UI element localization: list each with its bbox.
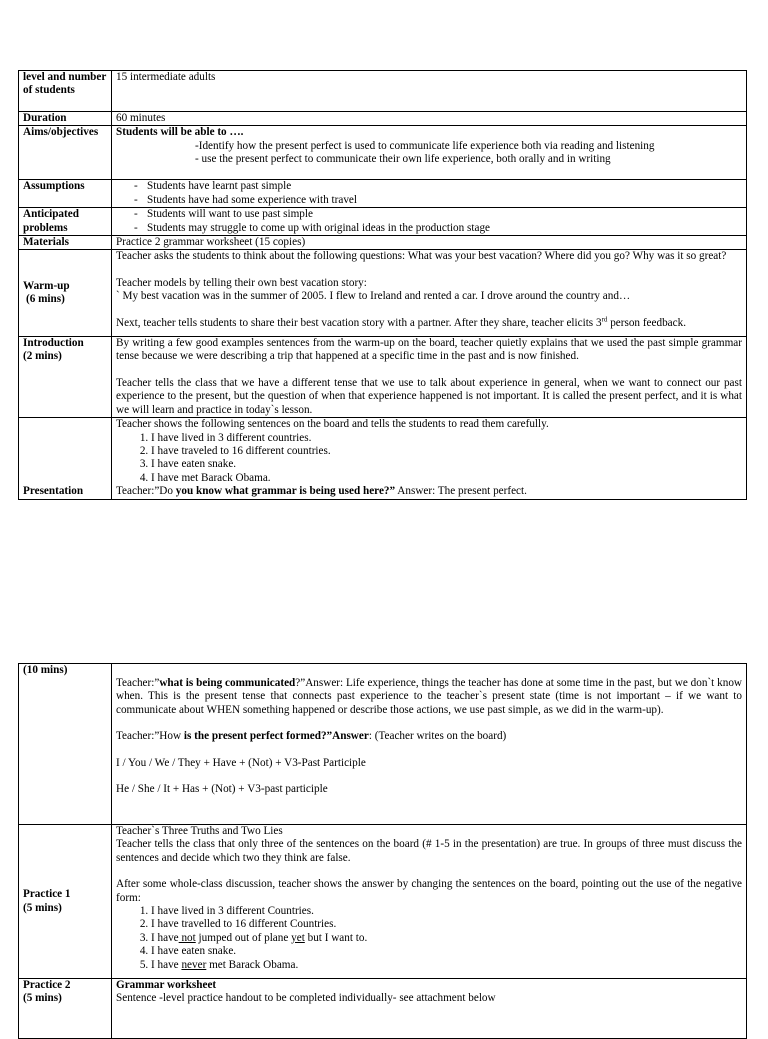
warmup-p3-end: person feedback. <box>607 316 686 329</box>
continued-p2-answer: : (Teacher writes on the board) <box>368 730 507 743</box>
row-problems <box>19 208 747 236</box>
assumptions-cell <box>112 180 747 208</box>
row-warmup <box>19 250 747 337</box>
continued-p1-bold: what is being communicated <box>159 677 296 689</box>
list-item: 1. I have lived in 3 different Countries. <box>151 905 742 918</box>
row-aims <box>19 126 747 180</box>
problems-label: Anticipated problems <box>19 208 112 236</box>
list-item: - Students will want to use past simple <box>134 208 742 221</box>
item-underlined: never <box>181 958 207 971</box>
list-item: 3. I have eaten snake. <box>151 458 742 471</box>
list-item: - Students have learnt past simple <box>134 180 742 193</box>
row-presentation <box>19 418 747 499</box>
continued-p1-text: Teacher:” <box>116 677 160 689</box>
warmup-p3-text: Next, teacher tells students to share their best vacation story with a partner. After they share, teacher elicits 3 <box>116 316 602 329</box>
practice2-label: Practice 2 <box>23 979 71 992</box>
warmup-cell <box>112 250 747 337</box>
row-level <box>19 71 747 112</box>
continued-label: (10 mins) <box>19 664 112 825</box>
row-practice2 <box>19 979 747 1039</box>
continued-cell <box>112 664 747 825</box>
level-label: level and number of students <box>19 71 112 112</box>
problems-list <box>116 208 742 235</box>
list-item: 2. I have travelled to 16 different Countries. <box>151 918 742 931</box>
row-practice1 <box>19 825 747 979</box>
list-item <box>151 959 742 972</box>
item-text: jumped out of plane <box>195 931 292 944</box>
row-materials <box>19 236 747 250</box>
row-assumptions <box>19 180 747 208</box>
warmup-p2b: ` My best vacation was in the summer of 2005. I flew to Ireland and rented a car. I drove around the country and… <box>116 290 631 303</box>
presentation-q-answer: Answer: The present perfect. <box>395 485 527 498</box>
intro-p1: By writing a few good examples sentences from the warm-up on the board, teacher quietly explains that we used the past simple grammar tense because we were describing a trip that happened at a specific time in the past and is now finished. <box>116 337 742 363</box>
formula-2: He / She / It + Has + (Not) + V3-past participle <box>116 783 328 796</box>
practice1-time: (5 mins) <box>23 901 62 914</box>
practice2-cell <box>112 979 747 1039</box>
presentation-q-text: Teacher:”Do <box>116 485 176 498</box>
practice1-p1: Teacher tells the class that only three of the sentences on the board (# 1-5 in the presentation) are true. In groups of three must discuss the sentences and decide which two they think are false. <box>116 838 742 864</box>
continued-p1 <box>116 677 742 717</box>
continued-p2 <box>116 730 742 743</box>
duration-label: Duration <box>19 112 112 126</box>
intro-label: Introduction <box>23 337 84 350</box>
duration-value: 60 minutes <box>112 112 747 126</box>
practice2-title: Grammar worksheet <box>116 979 217 992</box>
aims-label: Aims/objectives <box>19 126 112 180</box>
practice2-time: (5 mins) <box>23 992 62 1005</box>
presentation-p1: Teacher shows the following sentences on the board and tells the students to read them carefully. <box>116 418 549 431</box>
list-item <box>151 932 742 945</box>
materials-value: Practice 2 grammar worksheet (15 copies) <box>112 236 747 250</box>
warmup-time: (6 mins) <box>26 293 65 306</box>
practice1-list <box>116 905 742 972</box>
item-text: I have <box>151 958 182 971</box>
item-underlined: not <box>178 931 196 944</box>
practice2-text: Sentence -level practice handout to be completed individually- see attachment below <box>116 992 496 1005</box>
assumptions-list <box>116 180 742 207</box>
continued-p2-text: Teacher:”How <box>116 730 184 743</box>
warmup-p3-sup: rd <box>601 314 608 323</box>
lesson-plan-table-1 <box>18 70 747 500</box>
aims-cell <box>112 126 747 180</box>
item-text: met Barack Obama. <box>206 958 299 971</box>
warmup-p3 <box>116 314 742 330</box>
assumptions-label: Assumptions <box>19 180 112 208</box>
continued-p2-answer-label: Answer <box>332 730 369 743</box>
item-underlined: yet <box>291 931 305 944</box>
practice1-label-cell <box>19 825 112 979</box>
aims-item: -Identify how the present perfect is used to communicate life experience both via reading and listening <box>195 139 655 152</box>
intro-cell <box>112 337 747 418</box>
presentation-cell <box>112 418 747 499</box>
list-item: - Students have had some experience with travel <box>134 194 742 207</box>
practice1-cell <box>112 825 747 979</box>
presentation-q-bold: you know what grammar is being used here?” <box>175 485 396 498</box>
level-value: 15 intermediate adults <box>112 71 747 112</box>
presentation-label: Presentation <box>19 418 112 499</box>
problems-cell <box>112 208 747 236</box>
list-item: 4. I have eaten snake. <box>151 945 742 958</box>
row-presentation-continued <box>19 664 747 825</box>
continued-p2-bold: is the present perfect formed?” <box>183 730 333 743</box>
list-item: 2. I have traveled to 16 different countries. <box>151 445 742 458</box>
item-text: but I want to. <box>304 931 368 944</box>
intro-label-cell <box>19 337 112 418</box>
continued-p1-answer: ?”Answer: Life experience, things the teacher has done at some time in the past, but we don`t know when. This is the present tense that connects past experience to the teacher`s present state (time is not important – if we want to communicate about WHEN something happened or describe those actions, we use past simple, as we did in the warm-up). <box>116 677 742 716</box>
practice1-p2: After some whole-class discussion, teacher shows the answer by changing the sentences on the board, pointing out the use of the negative form: <box>116 878 742 904</box>
practice1-title: Teacher`s Three Truths and Two Lies <box>116 825 283 837</box>
intro-p2: Teacher tells the class that we have a different tense that we use to talk about experience in general, when we want to connect our past experience to the present, but the question of when that experience happened is not important. It is called the present perfect, and it is what we will learn and practice in today`s lesson. <box>116 376 742 416</box>
aims-heading: Students will be able to …. <box>116 126 244 139</box>
practice1-label: Practice 1 <box>23 888 71 901</box>
materials-label: Materials <box>19 236 112 250</box>
presentation-list <box>116 432 742 486</box>
item-text: I have <box>151 931 179 944</box>
list-item: 4. I have met Barack Obama. <box>151 472 742 485</box>
row-duration <box>19 112 747 126</box>
lesson-plan-table-2 <box>18 663 747 1039</box>
list-item: 1. I have lived in 3 different countries. <box>151 432 742 445</box>
warmup-label: Warm-up <box>23 279 70 292</box>
warmup-label-cell <box>19 250 112 337</box>
warmup-p1: Teacher asks the students to think about the following questions: What was your best vacation? Where did you go? Why was it so great? <box>116 250 727 263</box>
presentation-question <box>116 485 742 498</box>
intro-time: (2 mins) <box>23 350 62 363</box>
warmup-p2a: Teacher models by telling their own best vacation story: <box>116 276 367 289</box>
list-item: - Students may struggle to come up with original ideas in the production stage <box>134 222 742 235</box>
practice2-label-cell <box>19 979 112 1039</box>
formula-1: I / You / We / They + Have + (Not) + V3-Past Participle <box>116 756 366 769</box>
row-introduction <box>19 337 747 418</box>
aims-item: - use the present perfect to communicate their own life experience, both orally and in writing <box>195 153 611 166</box>
